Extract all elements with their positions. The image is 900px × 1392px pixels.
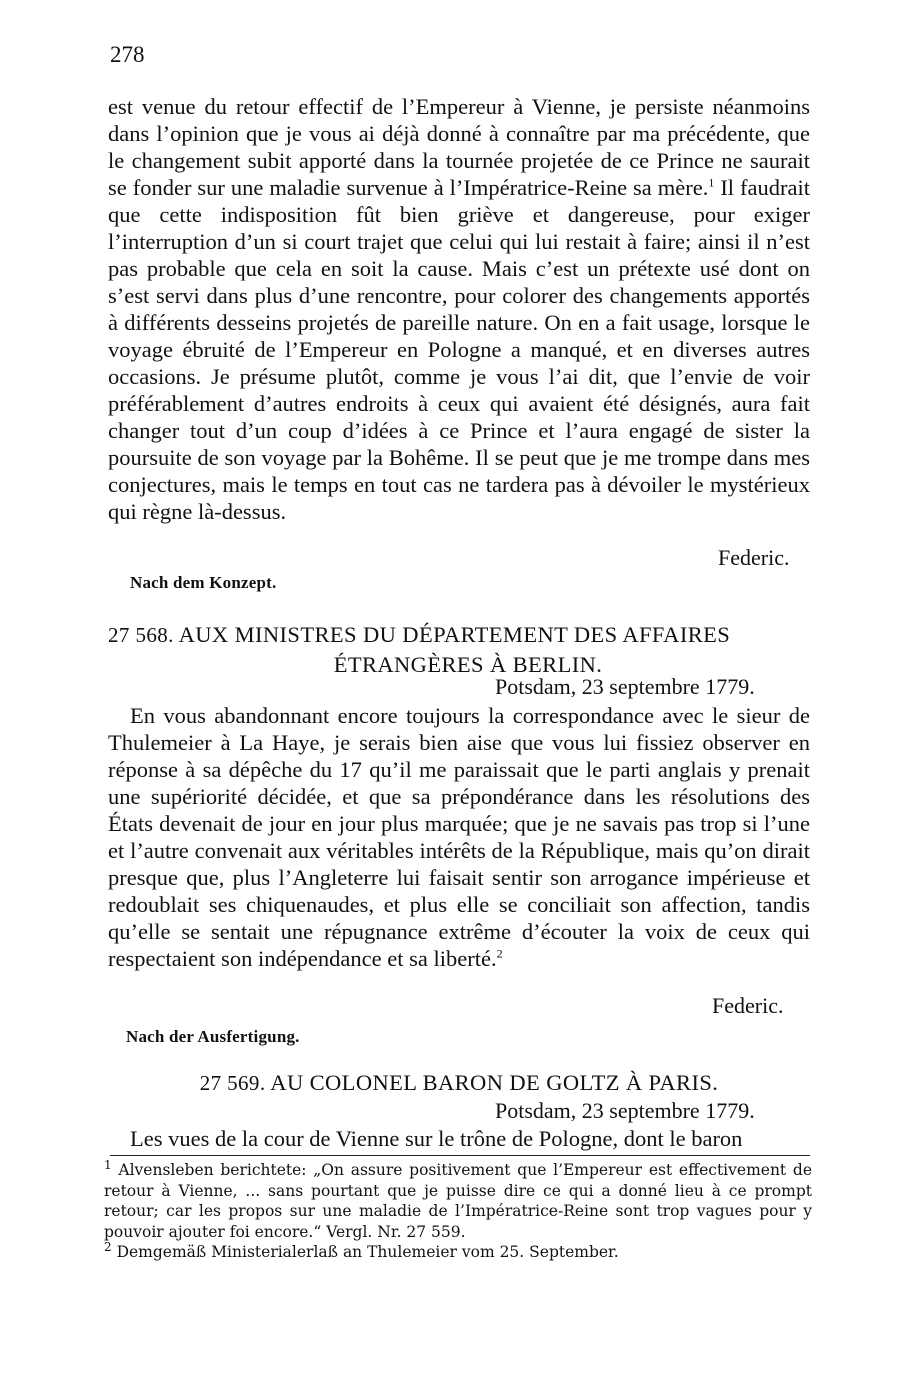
letter-27569-body: Les vues de la cour de Vienne sur le trône de Pologne, dont le baron [130, 1126, 743, 1151]
letter-27568-place-date: Potsdam, 23 septembre 1779. [495, 674, 755, 699]
footnote-2-text: Demgemäß Ministerialerlaß an Thulemeier vom 25. September. [116, 1243, 619, 1261]
letter-27569-place-date: Potsdam, 23 septembre 1779. [495, 1098, 755, 1123]
letter-27568-number: 27 568. [108, 623, 174, 647]
signature-2: Federic. [712, 993, 784, 1018]
source-note-2: Nach der Ausfertigung. [126, 1027, 300, 1046]
continuation-text: est venue du retour effectif de l’Empereur à Vienne, je persiste néanmoins dans l’opinion que je vous ai déjà donné à connaître par ma précédente, que le changement subit apporté dans la tournée projetée de ce Prince ne saurait se fonder sur une maladie survenue à l’Impératrice-Reine sa mère. [108, 94, 810, 200]
letter-27568-heading [108, 620, 810, 680]
letter-27569-number: 27 569. [199, 1071, 266, 1095]
letter-27568-title-line2: ÉTRANGÈRES À BERLIN. [333, 652, 603, 677]
source-note-1: Nach dem Konzept. [130, 573, 277, 592]
footnote-marker-1: 1 [104, 1157, 112, 1172]
footnote-marker-2: 2 [104, 1239, 112, 1254]
footnote-1 [104, 1157, 812, 1242]
footnote-2 [104, 1239, 812, 1263]
footnote-divider [110, 1155, 810, 1156]
footnote-ref-2[interactable]: 2 [496, 946, 503, 961]
footnotes [104, 1157, 812, 1263]
signature-1: Federic. [718, 545, 790, 570]
letter-27568-body [108, 702, 810, 972]
letter-27568-title-line1: AUX MINISTRES DU DÉPARTEMENT DES AFFAIRES [178, 622, 731, 647]
letter-27569-heading [108, 1068, 810, 1098]
letter-27568-text: En vous abandonnant encore toujours la correspondance avec le sieur de Thulemeier à La Haye, je serais bien aise que vous lui fissiez observer en réponse à sa dépêche du 17 qu’il me paraissait que le parti anglais y prenait une supériorité décidée, et que sa prépondérance dans les résolutions des États devenait de jour en jour plus marquée; que je ne savais pas trop si l’une et l’autre convenait aux véritables intérêts de la République, mais qu’on dirait presque que, plus l’Angleterre lui faisait sentir son arrogance impérieuse et redoublait ses chiquenaudes, et plus elle se conciliait son affection, tandis qu’elle se sentait une répugnance extrême d’écouter la voix de ceux qui respectaient son indépendance et sa liberté. [108, 703, 810, 971]
footnote-ref-1[interactable]: 1 [708, 175, 715, 190]
continuation-text-after: Il faudrait que cette indisposition fût bien griève et dangereuse, pour exiger l’interruption d’un si court trajet que celui qui lui restait à faire; ainsi il n’est pas probable que cela en soit la cause. Mais c’est un prétexte usé dont on s’est servi dans plus d’une rencontre, pour colorer des changements apportés à différents desseins projetés de pareille nature. On en a fait usage, lorsque le voyage ébruité de l’Empereur en Pologne a manqué, et en diverses autres occasions. Je présume plutôt, comme je vous l’ai dit, que l’envie de voir préférablement d’autres endroits à ceux qui avaient été désignés, aura fait changer tout d’un coup d’idées à ce Prince et l’aura engagé de sister la poursuite de son voyage par la Bohême. Il se peut que je me trompe dans mes conjectures, mais le temps en tout cas ne tardera pas à dévoiler le mystérieux qui règne là-dessus. [108, 175, 810, 524]
page-number: 278 [110, 42, 145, 67]
letter-27569-title: AU COLONEL BARON DE GOLTZ À PARIS. [270, 1070, 719, 1095]
footnote-1-text: Alvensleben berichtete: „On assure positivement que l’Empereur est effectivement de retour à Vienne, ... sans pourtant que je puisse dire ce qui a donné lieu à ce prompt retour; car les propos sur une maladie de l’Impératrice-Reine sont trop vagues pour y pouvoir ajouter foi encore.“ Vergl. Nr. 27 559. [104, 1161, 812, 1241]
continuation-paragraph [108, 93, 810, 525]
